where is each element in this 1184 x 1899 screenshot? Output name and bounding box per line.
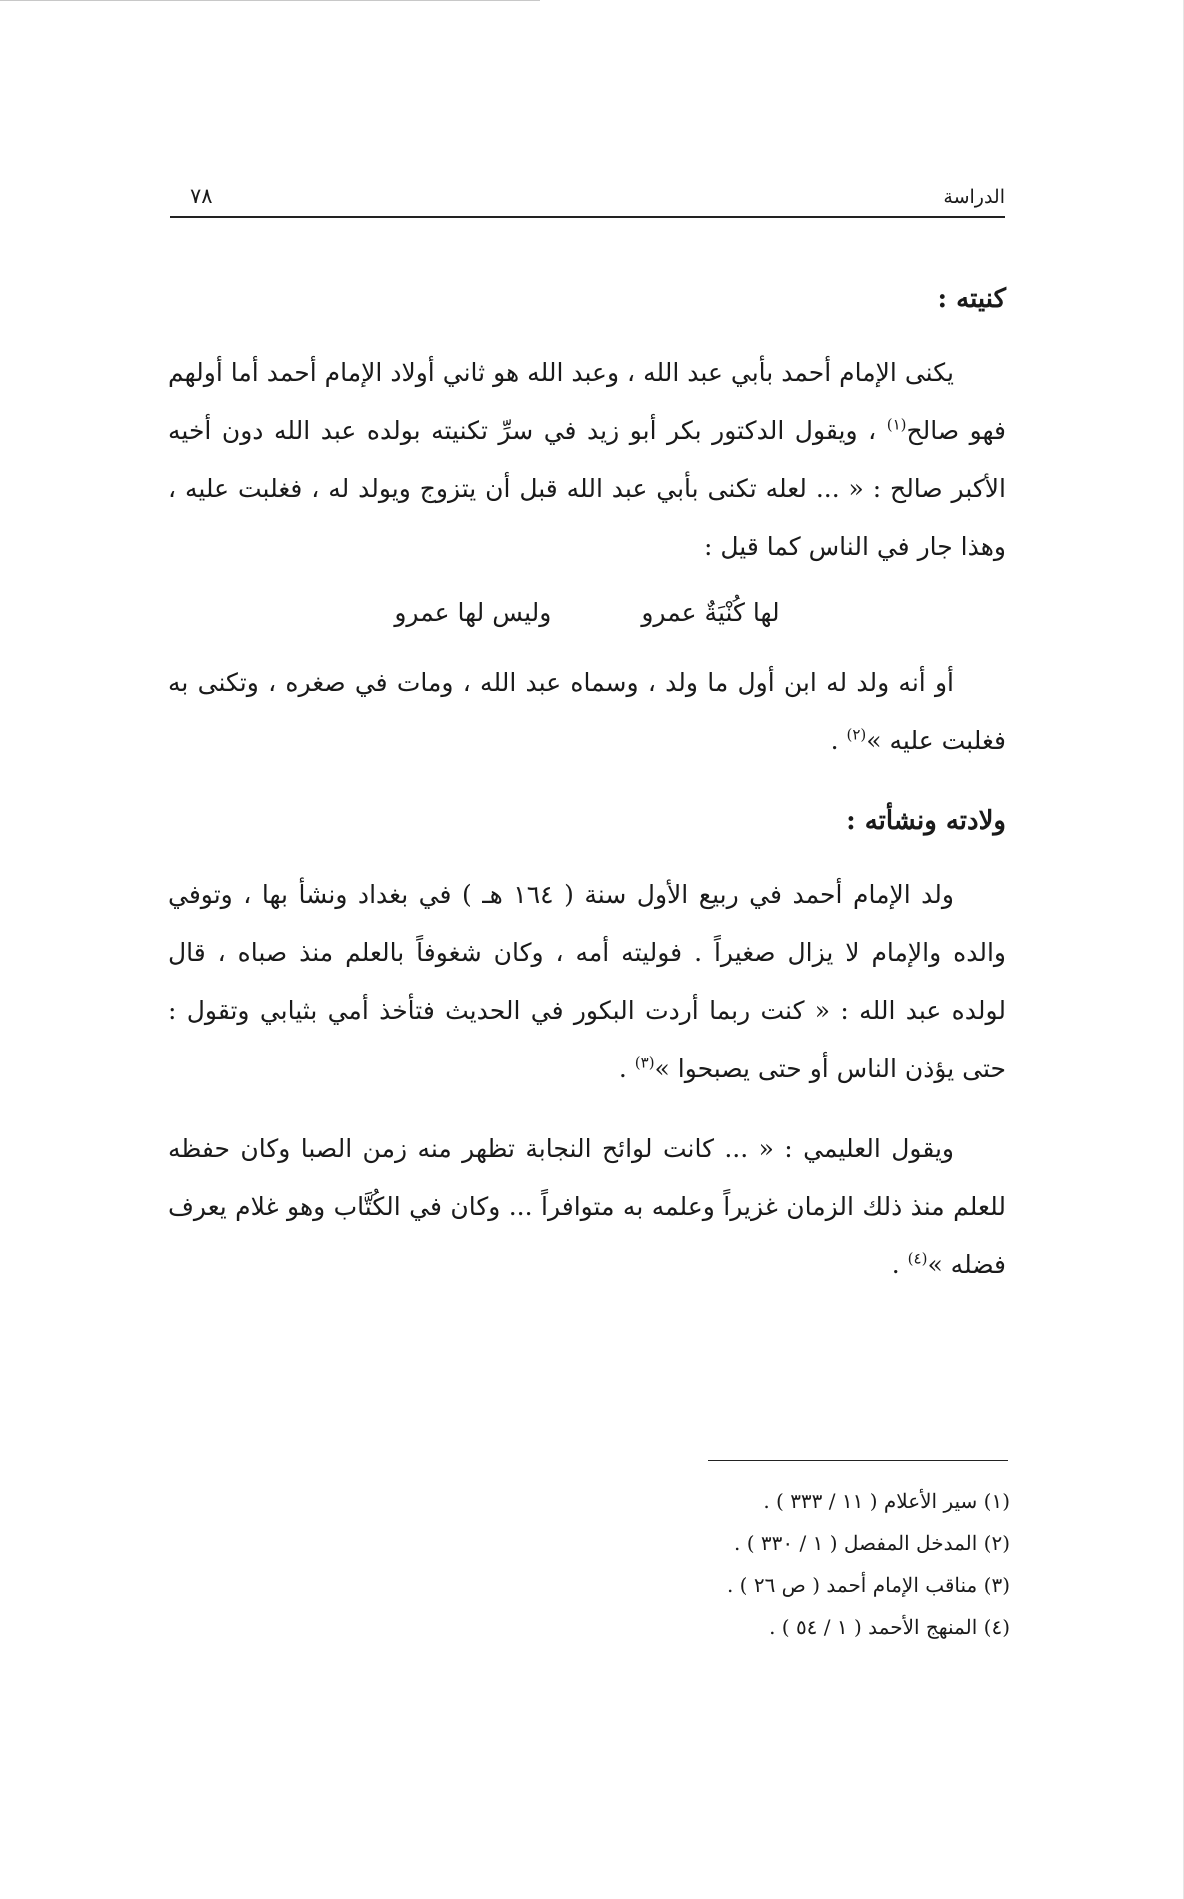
footnote-4: (٤) المنهج الأحمد ( ١ / ٥٤ ) . <box>769 1615 1010 1639</box>
paragraph-kunya-1 <box>168 344 1006 576</box>
paragraph-birth-1: ولد الإمام أحمد في ربيع الأول سنة ( ١٦٤ هـ ) في بغداد ونشأ بها ، وتوفي والده والإمام لا يزال صغيراً . فوليته أمه ، وكان شغوفاً بالعلم منذ صباه ، قال لولده عبد الله : « كنت ربما أردت البكور في الحديث فتأخذ أمي بثيابي وتقول : حتى يؤذن الناس أو حتى يصبحوا »$^{(٣)}$ . <box>168 880 1006 1083</box>
running-title: الدراسة <box>943 186 1005 208</box>
footnote-3: (٣) مناقب الإمام أحمد ( ص ٢٦ ) . <box>726 1573 1010 1597</box>
paragraph-text: يكنى الإمام أحمد بأبي عبد الله ، وعبد الله هو ثاني أولاد الإمام أحمد أما أولهم فهو صالح <box>168 358 1007 445</box>
verse-hemistich-second: وليس لها عمرو <box>394 598 552 627</box>
main-text <box>168 270 1006 1294</box>
footnote-1: (١) سير الأعلام ( ١١ / ٣٣٣ ) . <box>763 1489 1010 1513</box>
footnote-ref-2: (٢) <box>846 725 867 744</box>
page-number: ٧٨ <box>190 184 213 208</box>
paragraph-text: ولد الإمام أحمد في ربيع الأول سنة ( ١٦٤ هـ ) في بغداد ونشأ بها ، وتوفي والده والإمام لا يزال صغيراً . فوليته أمه ، وكان شغوفاً بالعلم منذ صباه ، قال لولده عبد الله : « كنت ربما أردت البكور في الحديث فتأخذ أمي بثيابي وتقول : حتى يؤذن الناس أو حتى يصبحوا » <box>168 880 1006 1083</box>
footnotes <box>600 1480 1010 1648</box>
footnote-ref-3: (٣) <box>634 1053 655 1072</box>
footnote-2: (٢) المدخل المفصل ( ١ / ٣٣٠ ) . <box>734 1531 1010 1555</box>
section-heading-birth: ولادته ونشأته : <box>846 806 1006 836</box>
paragraph-birth-2: ويقول العليمي : « ... كانت لوائح النجابة تظهر منه زمن الصبا وكان حفظه للعلم منذ ذلك الزمان غزيراً وعلمه به متوافراً ... وكان في الكُتَّاب وهو غلام يعرف فضله »$^{(٤)}$ . <box>168 1134 1006 1279</box>
paragraph-text: ، ويقول الدكتور بكر أبو زيد في سرِّ تكنيته بولده عبد الله دون أخيه الأكبر صالح : « ... لعله تكنى بأبي عبد الله قبل أن يتزوج ويولد له ، فغلبت عليه ، وهذا جار في الناس كما قيل : <box>168 416 1006 561</box>
section-heading-kunya: كنيته : <box>937 284 1006 314</box>
paragraph-text: ويقول العليمي : « ... كانت لوائح النجابة تظهر منه زمن الصبا وكان حفظه للعلم منذ ذلك الزمان غزيراً وعلمه به متوافراً ... وكان في الكُتَّاب وهو غلام يعرف فضله » <box>168 1134 1006 1279</box>
verse-hemistich-first: لها كُنْيَةٌ عمرو <box>641 598 780 627</box>
footnote-separator <box>708 1460 1008 1461</box>
page-header <box>170 176 1005 218</box>
footnote-ref-1: (١) <box>886 415 907 434</box>
footnote-ref-4: (٤) <box>907 1249 928 1268</box>
paragraph-kunya-2: أو أنه ولد له ابن أول ما ولد ، وسماه عبد الله ، ومات في صغره ، وتكنى به فغلبت عليه »$^{(٢)}$ . <box>168 668 1006 755</box>
paragraph-text: أو أنه ولد له ابن أول ما ولد ، وسماه عبد الله ، ومات في صغره ، وتكنى به فغلبت عليه » <box>168 668 1006 755</box>
verse-line <box>168 584 1006 642</box>
top-scan-rule <box>0 0 540 1</box>
